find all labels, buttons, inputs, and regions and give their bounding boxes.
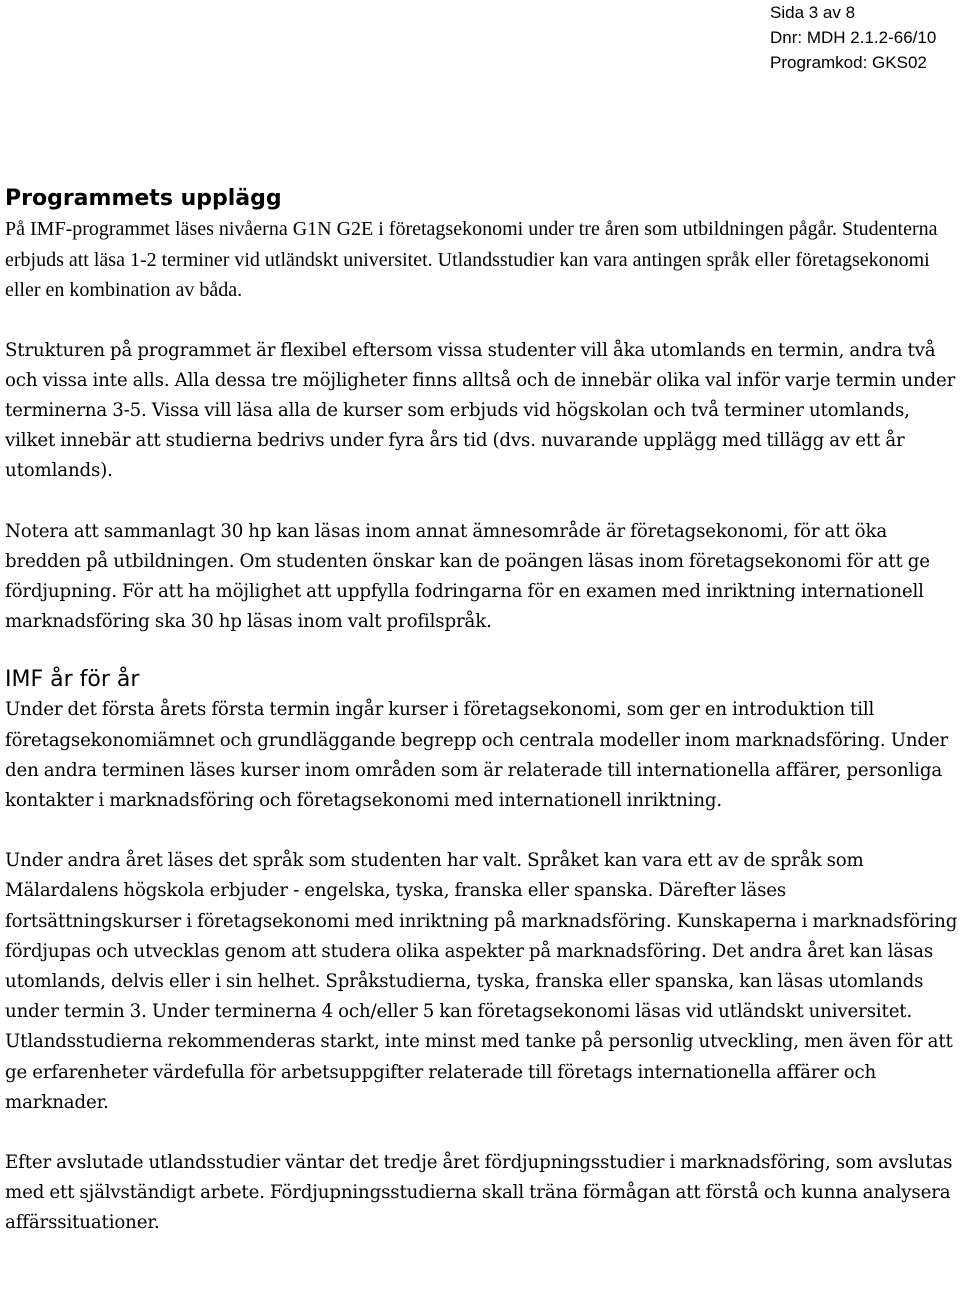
paragraph-second-year: Under andra året läses det språk som studenten har valt. Språket kan vara ett av de språk som Mälardalens högskola erbjuder - engelska, tyska, franska eller spanska. Därefter läses fortsättningskurser i företagsekonomi med inriktning på marknadsföring. Kunskaperna i marknadsföring fördjupas och utvecklas genom att studera olika aspekter på marknadsföring. Det andra året kan läsas utomlands, delvis eller i sin helhet. Språkstudierna, tyska, franska eller spanska, kan läsas utomlands under termin 3. Under terminerna 4 och/eller 5 kan företagsekonomi läsas vid utländskt universitet. Utlandsstudierna rekommenderas starkt, inte minst med tanke på personlig utveckling, men även för att ge erfarenheter värdefulla för arbetsuppgifter relaterade till företags internationella affärer och marknader. bbox=[5, 850, 958, 1113]
section-heading-imf-ar-for-ar: IMF år för år bbox=[5, 667, 140, 693]
page-number: Sida 3 av 8 bbox=[770, 3, 856, 22]
paragraph-first-year: Under det första årets första termin ingår kurser i företagsekonomi, som ger en introduktion till företagsekonomiämnet och grundläggande begrepp och centrala modeller inom marknadsföring. Under den andra terminen läses kurser inom områden som är relaterade till internationella affärer, personliga kontakter i marknadsföring och företagsekonomi med internationell inriktning. bbox=[5, 699, 949, 811]
paragraph-third-year: Efter avslutade utlandsstudier väntar det tredje året fördjupningsstudier i marknadsföring, som avslutas med ett självständigt arbete. Fördjupningsstudierna skall träna förmågan att förstå och kunna analysera affärssituationer. bbox=[5, 1151, 953, 1234]
document-body bbox=[5, 184, 960, 1239]
page-header bbox=[770, 0, 960, 75]
document-number: Dnr: MDH 2.1.2-66/10 bbox=[770, 28, 937, 47]
paragraph-credits: Notera att sammanlagt 30 hp kan läsas inom annat ämnesområde är företagsekonomi, för att öka bredden på utbildningen. Om studenten önskar kan de poängen läsas inom företagsekonomi för att ge fördjupning. För att ha möjlighet att uppfylla fodringarna för en examen med inriktning internationell marknadsföring ska 30 hp läsas inom valt profilspråk. bbox=[5, 520, 930, 633]
section-heading-programmets-upplagg: Programmets upplägg bbox=[5, 186, 282, 211]
paragraph-structure: Strukturen på programmet är flexibel eftersom vissa studenter vill åka utomlands en termin, andra två och vissa inte alls. Alla dessa tre möjligheter finns alltså och de innebär olika val inför varje termin under terminerna 3-5. Vissa vill läsa alla de kurser som erbjuds vid högskolan och två terminer utomlands, vilket innebär att studierna bedrivs under fyra års tid (dvs. nuvarande upplägg med tillägg av ett år utomlands). bbox=[5, 339, 956, 482]
paragraph-levels: På IMF-programmet läses nivåerna G1N G2E i företagsekonomi under tre åren som utbildningen pågår. Studenterna erbjuds att läsa 1-2 terminer vid utländskt universitet. Utlandsstudier kan vara antingen språk eller företagsekonomi eller en kombination av båda. bbox=[5, 218, 938, 301]
program-code: Programkod: GKS02 bbox=[770, 53, 927, 72]
